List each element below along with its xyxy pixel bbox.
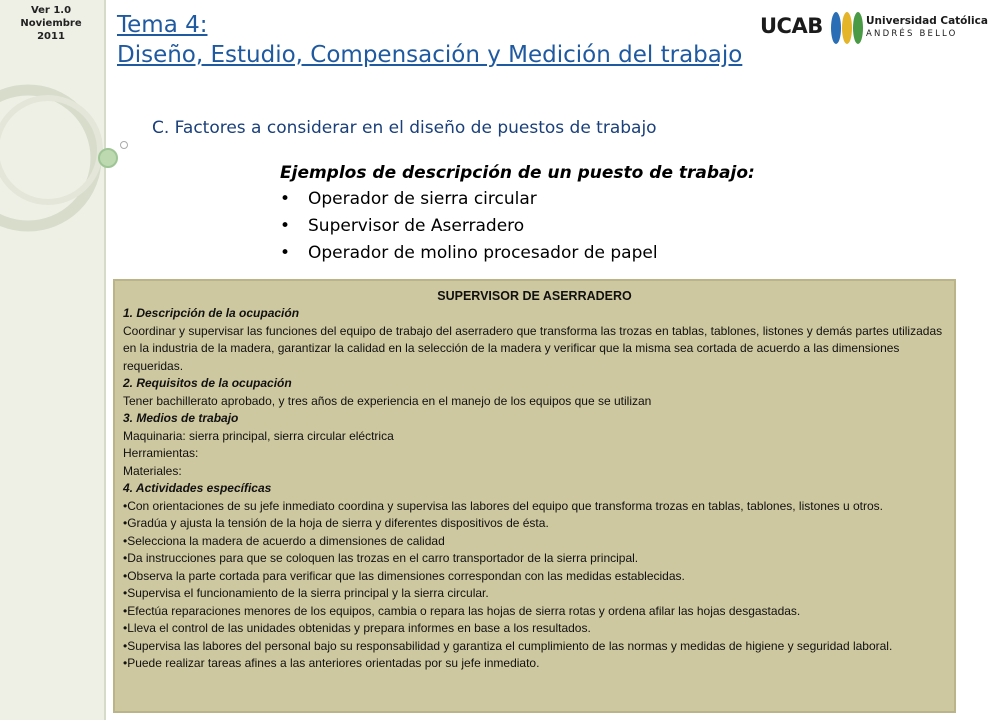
logo-name: ANDRÉS BELLO <box>866 29 958 39</box>
activity-item: •Da instrucciones para que se coloquen las trozas en el carro transportador de la sierra principal. <box>123 551 639 565</box>
examples-block <box>280 160 755 267</box>
deco-ring-small <box>0 98 100 202</box>
activity-item: •Supervisa las labores del personal bajo su responsabilidad y garantiza el cumplimiento de las normas y medidas de higiene y seguridad laboral. <box>123 638 893 653</box>
section-heading: 4. Actividades específicas <box>123 481 272 495</box>
activity-item: •Gradúa y ajusta la tensión de la hoja de sierra y diferentes dispositivos de ésta. <box>123 516 549 530</box>
tools-line: Herramientas: <box>123 446 199 460</box>
example-item: • Operador de molino procesador de papel <box>280 240 755 267</box>
machinery-line: Maquinaria: sierra principal, sierra circular eléctrica <box>123 428 394 443</box>
activity-item: •Puede realizar tareas afines a las anteriores orientadas por su jefe inmediato. <box>123 656 540 670</box>
examples-list <box>280 186 755 267</box>
activity-item: •Lleva el control de las unidades obtenidas y prepara informes en base a los resultados. <box>123 621 591 635</box>
title-subject: Diseño, Estudio, Compensación y Medición del trabajo <box>117 42 743 68</box>
version-year: 2011 <box>37 31 65 42</box>
section-text: Coordinar y supervisar las funciones del equipo de trabajo del aserradero que transforma las trozas en tablas, tablones, listones y demás partes utilizadas en la industria de la madera, garantizar la calidad en la selección de la madera y verificar que la misma sea cortada de acuerdo a las dimensiones requeridas. <box>123 323 943 373</box>
section-text: Tener bachillerato aprobado, y tres años de experiencia en el manejo de los equipos que se utilizan <box>123 393 652 408</box>
activity-item: •Efectúa reparaciones menores de los equipos, cambia o repara las hojas de sierra rotas y ordena afilar las hojas desgastadas. <box>123 603 801 618</box>
example-item: • Operador de sierra circular <box>280 186 755 213</box>
activity-item: •Observa la parte cortada para verificar que las dimensiones correspondan con las medidas establecidas. <box>123 568 685 583</box>
logo-university: Universidad Católica <box>866 15 988 27</box>
section-heading: 3. Medios de trabajo <box>123 411 239 425</box>
materials-line: Materiales: <box>123 463 182 478</box>
logo-mark-icon <box>830 10 864 46</box>
version-number: Ver 1.0 <box>30 5 72 16</box>
logo-acronym: UCAB <box>760 14 823 38</box>
deco-dot-small <box>121 142 128 149</box>
job-description-box <box>113 279 956 713</box>
ucab-logo <box>760 8 988 48</box>
slide-title <box>117 10 742 70</box>
deco-dot-green <box>99 149 117 167</box>
section-subtitle: C. Factores a considerar en el diseño de puestos de trabajo <box>152 118 657 138</box>
section-heading: 1. Descripción de la ocupación <box>123 306 300 320</box>
examples-heading: Ejemplos de descripción de un puesto de trabajo: <box>280 163 755 183</box>
activity-item: •Supervisa el funcionamiento de la sierra principal y la sierra circular. <box>123 586 489 600</box>
title-topic: Tema 4: <box>117 12 208 38</box>
job-title: SUPERVISOR DE ASERRADERO <box>437 289 632 303</box>
version-label <box>6 4 96 43</box>
activity-item: •Con orientaciones de su jefe inmediato coordina y supervisa las labores del equipo que transforma trozas en tablas, tablones, listones u otros. <box>123 498 883 513</box>
section-heading: 2. Requisitos de la ocupación <box>123 376 292 390</box>
example-item: • Supervisor de Aserradero <box>280 213 755 240</box>
version-month: Noviembre <box>20 18 82 29</box>
activity-item: •Selecciona la madera de acuerdo a dimensiones de calidad <box>123 533 445 548</box>
